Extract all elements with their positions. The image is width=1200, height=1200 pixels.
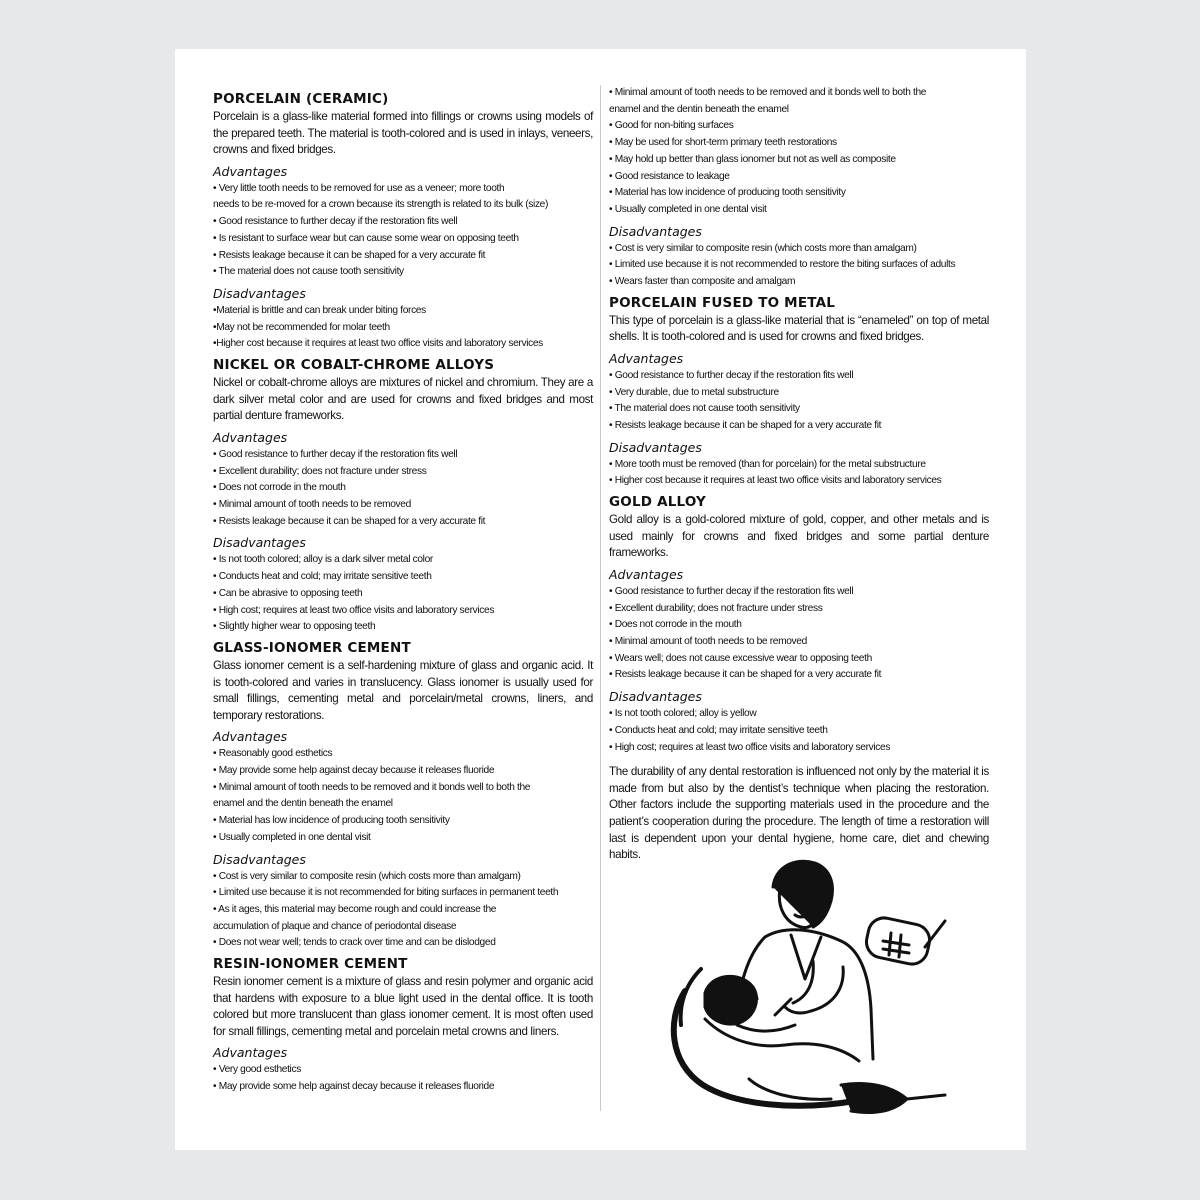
list-item: • Good resistance to further decay if the restoration fits well xyxy=(609,585,854,597)
list-item: •Material is brittle and can break under biting forces xyxy=(213,305,426,316)
disadvantages-label: Disadvantages xyxy=(213,851,306,867)
list-item: • Conducts heat and cold; may irritate sensitive teeth xyxy=(609,724,828,736)
closing-paragraph: The durability of any dental restoration is influenced not only by the material it is made from but also by the dentist’s technique when placing the restoration. Other factors include the supporting materials used in the procedure and the patient’s cooperation during the procedure. The length of time a restoration will last is dependent upon your dental hygiene, home care, diet and chewing habits. xyxy=(609,765,989,862)
section-title: PORCELAIN FUSED TO METAL xyxy=(609,294,836,311)
list-item: • May provide some help against decay because it releases fluoride xyxy=(213,765,495,776)
list-item: • Usually completed in one dental visit xyxy=(609,203,767,215)
advantages-label: Advantages xyxy=(213,429,288,445)
list-item: enamel and the dentin beneath the enamel xyxy=(213,798,393,810)
continued-advantages-list xyxy=(609,85,989,219)
list-item: • May be used for short-term primary teeth restorations xyxy=(609,137,837,149)
list-item: • Excellent durability; does not fracture under stress xyxy=(213,465,427,477)
dentist-illustration xyxy=(645,849,965,1119)
section-title: NICKEL OR COBALT-CHROME ALLOYS xyxy=(213,357,495,374)
disadvantages-list xyxy=(609,457,989,490)
disadvantages-label: Disadvantages xyxy=(213,535,306,551)
disadvantages-label: Disadvantages xyxy=(213,286,306,301)
advantages-list xyxy=(213,447,593,531)
column-divider xyxy=(600,85,601,1111)
list-item: • Reasonably good esthetics xyxy=(213,748,333,760)
list-item: • May hold up better than glass ionomer but not as well as composite xyxy=(609,153,896,165)
section-title: RESIN-IONOMER CEMENT xyxy=(213,956,408,973)
disadvantages-label: Disadvantages xyxy=(609,223,702,239)
list-item: • Good for non-biting surfaces xyxy=(609,120,734,132)
list-item: • Very good esthetics xyxy=(213,1064,301,1076)
advantages-list xyxy=(213,1062,593,1095)
section-paragraph: Porcelain is a glass-like material formed into fillings or crowns using models of the prepared teeth. The material is tooth-colored and is used in inlays, veneers, crowns and fixed bridges. xyxy=(213,110,593,157)
list-item: • Usually completed in one dental visit xyxy=(213,831,371,843)
list-item: • Does not corrode in the mouth xyxy=(609,619,742,631)
list-item: •May not be recommended for molar teeth xyxy=(213,321,390,333)
list-item: accumulation of plaque and chance of periodontal disease xyxy=(213,920,457,932)
list-item: • More tooth must be removed (than for porcelain) for the metal substructure xyxy=(609,458,926,470)
disadvantages-list xyxy=(213,552,593,636)
list-item: • The material does not cause tooth sensitivity xyxy=(213,266,404,278)
list-item: • Resists leakage because it can be shaped for a very accurate fit xyxy=(609,669,882,681)
section-title: GOLD ALLOY xyxy=(609,494,707,511)
list-item: • Minimal amount of tooth needs to be removed and it bonds well to both the xyxy=(609,87,927,98)
list-item: • Resists leakage because it can be shaped for a very accurate fit xyxy=(213,515,486,527)
lamp-icon xyxy=(864,915,933,967)
list-item: • Higher cost because it requires at least two office visits and laboratory services xyxy=(609,475,942,487)
list-item: • Good resistance to leakage xyxy=(609,170,730,182)
document-page xyxy=(175,49,1026,1150)
section-paragraph: Resin ionomer cement is a mixture of glass and resin polymer and organic acid that hardens with exposure to a blue light used in the dental office. It is tooth colored but more translucent than glass ionomer cement. It is most often used for small fillings, cementing metal and porcelain metal crowns and liners. xyxy=(213,975,593,1038)
disadvantages-list xyxy=(213,303,593,353)
section-title: PORCELAIN (CERAMIC) xyxy=(213,91,389,107)
advantages-label: Advantages xyxy=(609,566,684,582)
list-item: • Very little tooth needs to be removed for use as a veneer; more tooth xyxy=(213,182,505,194)
list-item: • Wears faster than composite and amalgam xyxy=(609,276,796,288)
list-item: •Higher cost because it requires at least two office visits and laboratory services xyxy=(213,338,543,350)
disadvantages-list xyxy=(213,869,593,953)
advantages-list xyxy=(213,181,593,281)
list-item: • Cost is very similar to composite resin (which costs more than amalgam) xyxy=(213,870,521,882)
list-item: • Slightly higher wear to opposing teeth xyxy=(213,621,376,633)
list-item: • Resists leakage because it can be shaped for a very accurate fit xyxy=(609,420,882,432)
advantages-list xyxy=(213,746,593,846)
advantages-label: Advantages xyxy=(213,163,288,179)
list-item: • The material does not cause tooth sensitivity xyxy=(609,403,800,415)
list-item: • Material has low incidence of producing tooth sensitivity xyxy=(213,815,450,827)
list-item: • Conducts heat and cold; may irritate sensitive teeth xyxy=(213,571,432,583)
list-item: • Is not tooth colored; alloy is yellow xyxy=(609,708,757,720)
list-item: • Good resistance to further decay if the restoration fits well xyxy=(213,448,458,460)
advantages-label: Advantages xyxy=(609,350,684,366)
list-item: • Wears well; does not cause excessive wear to opposing teeth xyxy=(609,652,872,664)
list-item: • Excellent durability; does not fracture under stress xyxy=(609,602,823,614)
section-title: GLASS-IONOMER CEMENT xyxy=(213,639,411,656)
section-paragraph: Gold alloy is a gold-colored mixture of gold, copper, and other metals and is used mainly for crowns and fixed bridges and some partial denture frameworks. xyxy=(609,513,989,560)
disadvantages-list xyxy=(609,706,989,756)
disadvantages-label: Disadvantages xyxy=(609,439,702,455)
list-item: • Does not wear well; tends to crack over time and can be dislodged xyxy=(213,937,496,949)
advantages-label: Advantages xyxy=(213,729,288,745)
advantages-list xyxy=(609,368,989,435)
section-paragraph: This type of porcelain is a glass-like material that is “enameled” on top of metal shells. It is tooth-colored and is used for crowns and fixed bridges. xyxy=(609,313,989,344)
list-item: • Very durable, due to metal substructure xyxy=(609,386,779,398)
right-column xyxy=(609,85,989,864)
list-item: • Limited use because it is not recommended to restore the biting surfaces of adults xyxy=(609,259,956,271)
list-item: • Material has low incidence of producing tooth sensitivity xyxy=(609,187,846,199)
left-column xyxy=(213,87,593,1096)
list-item: • Is not tooth colored; alloy is a dark silver metal color xyxy=(213,554,433,566)
section-paragraph: Nickel or cobalt-chrome alloys are mixtures of nickel and chromium. They are a dark silver metal color and are used for crowns and fixed bridges and most partial denture frameworks. xyxy=(213,376,593,423)
list-item: • Can be abrasive to opposing teeth xyxy=(213,587,363,599)
advantages-list xyxy=(609,584,989,684)
list-item: • May provide some help against decay because it releases fluoride xyxy=(213,1081,495,1093)
list-item: • Good resistance to further decay if the restoration fits well xyxy=(213,216,458,228)
list-item: • High cost; requires at least two office visits and laboratory services xyxy=(213,604,495,616)
list-item: • Cost is very similar to composite resin (which costs more than amalgam) xyxy=(609,242,917,254)
list-item: • Limited use because it is not recommended for biting surfaces in permanent teeth xyxy=(213,887,559,899)
disadvantages-label: Disadvantages xyxy=(609,689,702,705)
list-item: • Resists leakage because it can be shaped for a very accurate fit xyxy=(213,249,486,261)
list-item: • Minimal amount of tooth needs to be removed and it bonds well to both the xyxy=(213,781,531,793)
list-item: • Good resistance to further decay if the restoration fits well xyxy=(609,369,854,381)
list-item: • As it ages, this material may become rough and could increase the xyxy=(213,903,497,915)
list-item: needs to be re-moved for a crown because its strength is related to its bulk (size) xyxy=(213,199,549,211)
advantages-label: Advantages xyxy=(213,1045,288,1061)
list-item: • Does not corrode in the mouth xyxy=(213,482,346,494)
disadvantages-list xyxy=(609,241,989,291)
list-item: • Minimal amount of tooth needs to be removed xyxy=(609,636,807,648)
list-item: enamel and the dentin beneath the enamel xyxy=(609,103,789,115)
list-item: • High cost; requires at least two office visits and laboratory services xyxy=(609,741,891,753)
list-item: • Minimal amount of tooth needs to be removed xyxy=(213,499,411,510)
section-paragraph: Glass ionomer cement is a self-hardening mixture of glass and organic acid. It is tooth-colored and varies in translucency. Glass ionomer is usually used for small fillings, cementing metal and porcelain/metal crowns, liners, and temporary restorations. xyxy=(213,658,593,722)
list-item: • Is resistant to surface wear but can cause some wear on opposing teeth xyxy=(213,232,519,244)
